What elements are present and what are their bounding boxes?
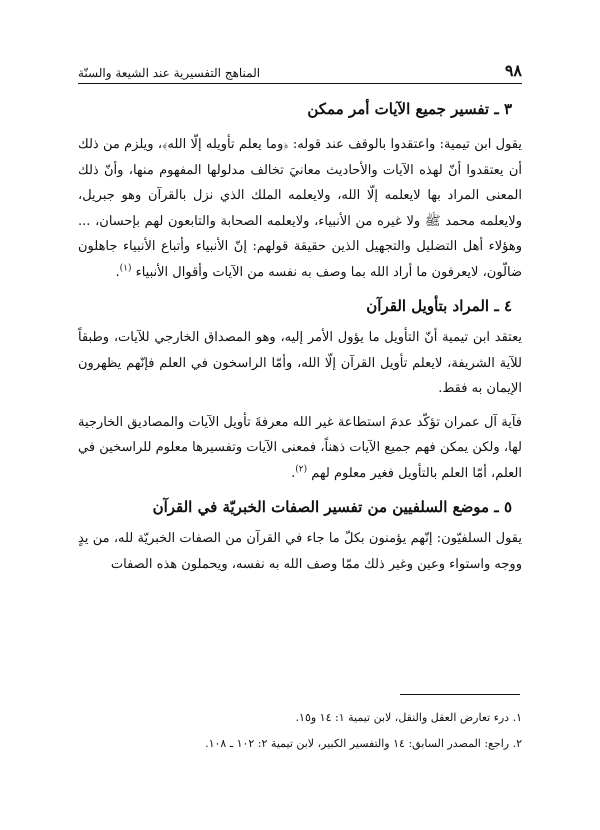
footnote: ١. درء تعارض العقل والنقل، لابن تيمية ١: ١٤ و١٥.	[295, 711, 522, 724]
page-header	[78, 58, 522, 84]
paragraph: يعتقد ابن تيمية أنّ التأويل ما يؤول الأمر إليه، وهو المصداق الخارجي للآيات، وطبقاً للآية الشريفة، لايعلم تأويل القرآن إلّا الله، وأمّا الراسخون في العلم فإنّهم يظهرون الإيمان به فقط.	[78, 330, 522, 396]
paragraph-text: فآية آل عمران تؤكّد عدمَ استطاعة غير الله معرفةَ تأويل الآيات والمصاديق الخارجية لها، ولكن يمكن فهم جميع الآيات ذهناً، فمعنى الآيات وتفسيرها معلوم للراسخين في العلم، أمّا العلم بالتأويل فغير معلوم لهم	[78, 414, 522, 481]
section-heading: ٣ ـ تفسير جميع الآيات أمر ممكن	[307, 100, 512, 118]
page-number: ٩٨	[504, 61, 522, 80]
paragraph-text: يقول ابن تيمية: واعتقدوا بالوقف عند قوله: ﴿وما يعلم تأويله إلّا الله﴾، ويلزم من ذلك أن يعتقدوا أنّ لهذه الآيات والأحاديث معانيَ تخالف مدلولها المفهوم منها، وأنّ ذلك المعنى المراد بها لايعلمه إلّا الله، ولايعلمه الملك الذي نزل بالقرآن وهو جبريل، ولايعلمه محمد ﷺ ولا غيره من الأنبياء، ولايعلمه الصحابة والتابعون لهم بإحسان، ... وهؤلاء أهل التضليل والتجهيل الذين حقيقة قولهم: إنّ الأنبياء وأتباع الأنبياء جاهلون ضالّون، لايعرفون ما أراد الله بما وصف به نفسه من الآيات وأقوال الأنبياء	[78, 137, 522, 280]
paragraph: يقول ابن تيمية: واعتقدوا بالوقف عند قوله: ﴿وما يعلم تأويله إلّا الله﴾، ويلزم من ذلك أن يعتقدوا أنّ لهذه الآيات والأحاديث معانيَ تخالف مدلولها المفهوم منها، وأنّ ذلك المعنى المراد بها لايعلمه إلّا الله، ولايعلمه الملك الذي نزل بالقرآن وهو جبريل، ولايعلمه محمد ﷺ ولا غيره من الأنبياء، ولايعلمه الصحابة والتابعون لهم بإحسان، ... وهؤلاء أهل التضليل والتجهيل الذين حقيقة قولهم: إنّ الأنبياء وأتباع الأنبياء جاهلون ضالّون، لايعرفون ما أراد الله بما وصف به نفسه من الآيات وأقوال الأنبياء $^{(١)}$.	[78, 137, 522, 280]
footnote: ٢. راجع: المصدر السابق: ١٤ والتفسير الكبير، لابن تيمية ٢: ١٠٢ ـ ١٠٨.	[205, 737, 522, 750]
section-heading: ٤ ـ المراد بتأويل القرآن	[366, 297, 512, 315]
paragraph: فآية آل عمران تؤكّد عدمَ استطاعة غير الله معرفةَ تأويل الآيات والمصاديق الخارجية لها، ولكن يمكن فهم جميع الآيات ذهناً، فمعنى الآيات وتفسيرها معلوم للراسخين في العلم، أمّا العلم بالتأويل فغير معلوم لهم $^{(٢)}$.	[78, 414, 522, 481]
page-body	[78, 100, 522, 577]
footnote-separator	[400, 694, 520, 695]
section-heading: ٥ ـ موضع السلفيين من تفسير الصفات الخبريّة في القرآن	[152, 498, 512, 516]
footnotes	[78, 705, 522, 757]
footnote-marker: (١)	[119, 263, 132, 274]
footnote-marker: (٢)	[295, 464, 308, 475]
running-title: المناهج التفسيرية عند الشيعة والسنّة	[78, 66, 261, 80]
paragraph: يقول السلفيّون: إنّهم يؤمنون بكلّ ما جاء في القرآن من الصفات الخبريّة لله، من يدٍ ووجه واستواء وعين وغير ذلك ممّا وصف الله به نفسه، ويحملون هذه الصفات	[78, 531, 522, 572]
